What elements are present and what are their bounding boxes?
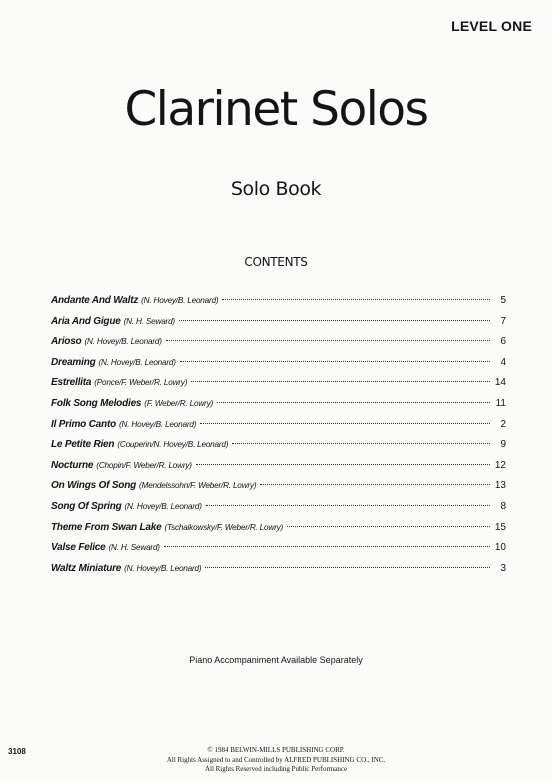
contents-item-page: 14: [494, 377, 506, 389]
dot-leader: [164, 546, 490, 547]
copyright-line: © 1984 BELWIN-MILLS PUBLISHING CORP.: [207, 746, 345, 754]
dot-leader: [179, 320, 490, 321]
contents-item-title: Estrellita: [51, 377, 92, 389]
contents-item-page: 13: [494, 480, 506, 492]
contents-item-credit: (N. Hovey/B. Leonard): [124, 563, 202, 573]
contents-item-title: Song Of Spring: [51, 500, 122, 512]
contents-item-page: 7: [500, 315, 506, 327]
contents-item: [51, 373, 506, 394]
page-subtitle: Solo Book: [230, 178, 322, 200]
contents-item-title: Arioso: [51, 336, 82, 348]
contents-item: [51, 332, 506, 353]
contents-item-credit: (Couperin/N. Hovey/B. Leonard): [117, 440, 229, 450]
contents-item-credit: (Chopin/F. Weber/R. Lowry): [96, 460, 192, 470]
contents-item-page: 15: [494, 521, 506, 533]
catalog-number: 3108: [8, 747, 26, 756]
contents-item-page: 6: [500, 336, 506, 348]
contents-item-title: Dreaming: [51, 356, 96, 368]
contents-item-credit: (N. Hovey/B. Leonard): [84, 337, 162, 347]
contents-item-title: On Wings Of Song: [51, 480, 137, 492]
copyright-notice: [0, 746, 552, 775]
dot-leader: [232, 443, 490, 444]
piano-accompaniment-note: Piano Accompaniment Available Separately: [189, 655, 363, 665]
contents-item-title: Le Petite Rien: [51, 439, 115, 451]
contents-item-credit: (Tschaikowsky/F. Weber/R. Lowry): [164, 522, 284, 532]
contents-item-title: Aria And Gigue: [51, 315, 121, 327]
dot-leader: [191, 381, 490, 382]
contents-item-credit: (N. Hovey/B. Leonard): [141, 296, 219, 305]
dot-leader: [166, 340, 490, 341]
contents-item-title: Folk Song Melodies: [51, 397, 142, 409]
dot-leader: [205, 567, 490, 568]
contents-item-page: 10: [494, 542, 506, 554]
contents-item-page: 9: [500, 439, 506, 451]
contents-item: [51, 476, 506, 497]
dot-leader: [222, 299, 490, 300]
dot-leader: [196, 464, 490, 465]
contents-item-credit: (Ponce/F. Weber/R. Lowry): [94, 378, 188, 388]
contents-item-credit: (F. Weber/R. Lowry): [144, 398, 213, 408]
dot-leader: [217, 402, 490, 403]
contents-item: [51, 538, 506, 559]
contents-item-page: 5: [500, 295, 506, 306]
contents-item-page: 8: [500, 500, 506, 512]
contents-item-title: Waltz Miniature: [51, 562, 122, 574]
contents-item: [51, 415, 506, 436]
contents-item-page: 3: [500, 562, 506, 574]
contents-item: [51, 394, 506, 415]
contents-item-title: Valse Felice: [51, 542, 106, 554]
contents-item: [51, 497, 506, 518]
contents-item-credit: (N. H. Seward): [123, 316, 175, 326]
contents-list: [51, 291, 506, 579]
contents-item-page: 11: [495, 397, 506, 409]
dot-leader: [206, 505, 490, 506]
contents-item-page: 2: [500, 418, 506, 430]
dot-leader: [180, 361, 490, 362]
contents-item: [51, 435, 506, 456]
contents-heading: CONTENTS: [244, 255, 308, 269]
contents-item: [51, 456, 506, 477]
contents-item: [51, 353, 506, 374]
contents-item-title: Andante And Waltz: [51, 295, 139, 306]
contents-item-credit: (N. Hovey/B. Leonard): [98, 357, 176, 367]
contents-item: [51, 559, 506, 580]
page-title: Clarinet Solos: [124, 82, 428, 137]
contents-item-title: Nocturne: [51, 459, 94, 471]
dot-leader: [287, 526, 490, 527]
contents-item-page: 12: [494, 459, 506, 471]
contents-item-credit: (N. Hovey/B. Leonard): [124, 501, 202, 511]
dot-leader: [260, 484, 490, 485]
contents-item-title: Il Primo Canto: [51, 418, 116, 430]
contents-item: [51, 312, 506, 333]
contents-item-page: 4: [500, 356, 506, 368]
copyright-line: All Rights Reserved including Public Performance: [204, 765, 348, 773]
contents-item-credit: (N. Hovey/B. Leonard): [118, 419, 197, 429]
contents-item-credit: (N. H. Seward): [108, 543, 160, 553]
level-label: LEVEL ONE: [451, 18, 532, 34]
contents-item-credit: (Mendelssohn/F. Weber/R. Lowry): [139, 481, 257, 491]
contents-item: [51, 291, 506, 312]
contents-item-title: Theme From Swan Lake: [51, 521, 162, 533]
copyright-line: All Rights Assigned to and Controlled by ALFRED PUBLISHING CO., INC.: [166, 755, 386, 764]
contents-item: [51, 518, 506, 539]
dot-leader: [200, 423, 490, 424]
